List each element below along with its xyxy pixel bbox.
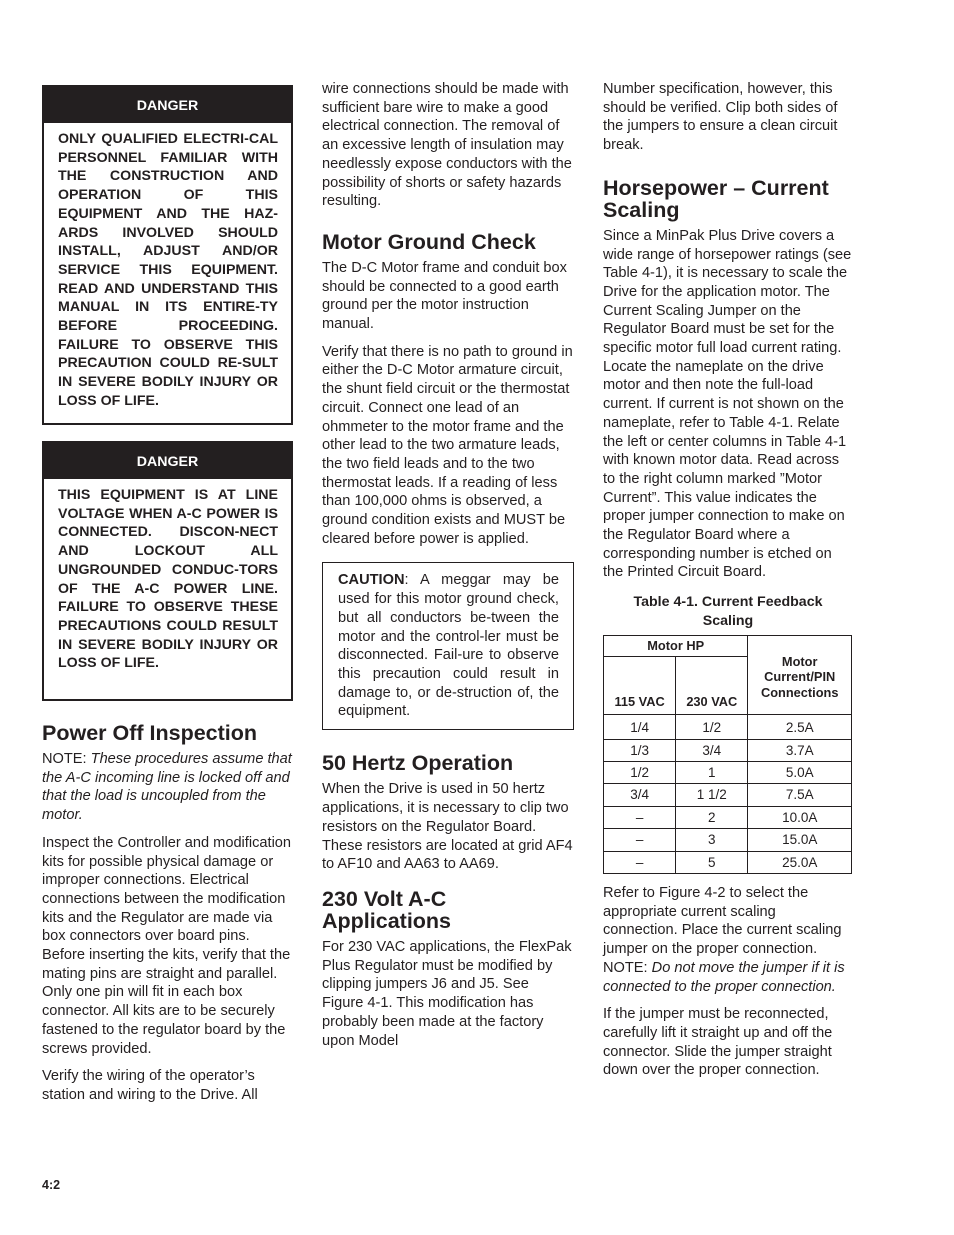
- section-heading-horsepower-scaling: Horsepower – Current Scaling: [603, 175, 829, 222]
- cell-motor-current: 3.7A: [748, 739, 852, 761]
- danger-heading: DANGER: [44, 87, 291, 123]
- cell-115-vac: 3/4: [604, 784, 676, 806]
- note-text: These procedures assume that the A-C incoming line is locked off and that the load is uncoupled from the motor.: [42, 751, 292, 824]
- table-body: [604, 715, 852, 874]
- danger-box-qualified-personnel: [42, 85, 293, 425]
- table-row: [604, 784, 852, 806]
- note-label: NOTE:: [42, 751, 91, 767]
- cell-motor-current: 7.5A: [748, 784, 852, 806]
- section-heading-230-volt: 230 Volt A-C Applications: [322, 886, 452, 933]
- paragraph-inspect-controller: Inspect the Controller and modification kits for possible physical damage or improper connections. Electrical connections between the modification kits and the Regulator are made via box connectors over board pins. Before inserting the kits, verify that the mating pins are straight and parallel. Only one pin will fit in each box connector. All kits are to be securely fastened to the regulator board by the screws provided.: [42, 834, 292, 1057]
- cell-motor-current: 15.0A: [748, 829, 852, 851]
- paragraph-motor-frame: The D-C Motor frame and conduit box should be connected to a good earth ground per the motor instruction manual.: [322, 259, 567, 333]
- cell-230-vac: 3: [676, 829, 748, 851]
- cell-115-vac: –: [604, 806, 676, 828]
- page-number: 4:2: [42, 1178, 61, 1192]
- current-feedback-table: [603, 635, 852, 874]
- paragraph-minpak-scaling: Since a MinPak Plus Drive covers a wide range of horsepower ratings (see Table 4-1), it is necessary to scale the Drive for the application motor. The Current Scaling Jumper on the Regulator Board must be set for the specific motor full load current rating. Locate the nameplate on the drive motor and then note the full-load current. If current is not shown on the nameplate, refer to Table 4-1. Relate the left or center columns in Table 4-1 with known motor data. Read across to the right column marked ”Motor Current”. This value indicates the proper jumper connection to make on the Regulator Board where a corresponding number is etched on the Printed Circuit Board.: [603, 227, 852, 581]
- cell-230-vac: 3/4: [676, 739, 748, 761]
- cell-230-vac: 1/2: [676, 715, 748, 739]
- table-row: [604, 715, 852, 739]
- paragraph-50-hertz: When the Drive is used in 50 hertz applications, it is necessary to clip two resistors on the Regulator Board. These resistors are located at grid AF4 to AF10 and AA63 to AA69.: [322, 781, 573, 873]
- danger-box-line-voltage: [42, 441, 293, 701]
- table-row: [604, 806, 852, 828]
- section-heading-50-hertz: 50 Hertz Operation: [322, 751, 514, 776]
- table-row: [604, 739, 852, 761]
- table-row: [604, 761, 852, 783]
- danger-text: THIS EQUIPMENT IS AT LINE VOLTAGE WHEN A-C POWER IS CONNECTED. DISCON-NECT AND LOCKOUT ALL UNGROUNDED CONDUC-TORS OF THE A-C POWER LINE. FAILURE TO OBSERVE THESE PRECAUTIONS COULD RESULT IN SEVERE BODILY INJURY OR LOSS OF LIFE.: [58, 487, 278, 672]
- cell-230-vac: 5: [676, 851, 748, 873]
- caution-label: CAUTION: [338, 572, 405, 589]
- paragraph-verify-wiring: Verify the wiring of the operator’s station and wiring to the Drive. All: [42, 1068, 258, 1103]
- table-header-115-vac: 115 VAC: [604, 657, 676, 715]
- paragraph-refer-figure: [603, 884, 853, 996]
- column-left: [42, 80, 293, 1114]
- table-row: [604, 829, 852, 851]
- table-caption: Table 4-1. Current Feedback Scaling: [633, 594, 823, 629]
- cell-115-vac: –: [604, 829, 676, 851]
- table-row: [604, 851, 852, 873]
- paragraph-number-spec: Number specification, however, this should be verified. Clip both sides of the jumpers to ensure a clean circuit break.: [603, 81, 838, 154]
- cell-230-vac: 2: [676, 806, 748, 828]
- table-group-header-motor-hp: Motor HP: [604, 636, 748, 657]
- note-paragraph: [42, 750, 293, 825]
- paragraph-verify-path: Verify that there is no path to ground in either the D-C Motor armature circuit, the shunt field circuit or the thermostat circuit. Connect one lead of an ohmmeter to the motor frame and the other lead to the two armature leads, the two field leads and to the two thermostat leads. If a reading of less than 100,000 ohms is observed, a ground condition exists and MUST be cleared before power is applied.: [322, 343, 573, 547]
- cell-115-vac: –: [604, 851, 676, 873]
- caution-text: : A meggar may be used for this motor ground check, but all conductors be-tween the motor and the control-ler must be disconnected. Fail-ure to observe this precaution could result in damage to, or de-struction of, the equipment.: [338, 572, 559, 720]
- paragraph-refer-text: Refer to Figure 4-2 to select the appropriate current scaling connection. Place the current scaling jumper on the proper connection. NOTE:: [603, 885, 842, 976]
- danger-text: ONLY QUALIFIED ELECTRI-CAL PERSONNEL FAMILIAR WITH THE CONSTRUCTION AND OPERATION OF THIS EQUIPMENT AND THE HAZ-ARDS INVOLVED SHOULD INSTALL, ADJUST AND/OR SERVICE THIS EQUIPMENT. READ AND UNDERSTAND THIS MANUAL IN ITS ENTIRE-TY BEFORE PROCEEDING. FAILURE TO OBSERVE THIS PRECAUTION COULD RE-SULT IN SEVERE BODILY INJURY OR LOSS OF LIFE.: [58, 131, 278, 409]
- paragraph-wire-connections: wire connections should be made with sufficient bare wire to make a good electrical connection. The removal of an excessive length of insulation may needlessly expose conductors with the possibility of shorts or safety hazards resulting.: [322, 81, 572, 210]
- paragraph-refer-note: Do not move the jumper if it is connected to the proper connection.: [603, 959, 845, 995]
- paragraph-230-volt: For 230 VAC applications, the FlexPak Plus Regulator must be modified by clipping jumpers J6 and J5. See Figure 4-1. This modification has probably been made at the factory upon Model: [322, 938, 572, 1049]
- caution-box: [322, 562, 574, 730]
- cell-motor-current: 25.0A: [748, 851, 852, 873]
- cell-230-vac: 1: [676, 761, 748, 783]
- table-header-230-vac: 230 VAC: [676, 657, 748, 715]
- table-header-motor-current: Motor Current/PIN Connections: [748, 636, 852, 715]
- cell-motor-current: 10.0A: [748, 806, 852, 828]
- paragraph-reconnect: If the jumper must be reconnected, carefully lift it straight up and off the connector. Slide the jumper straight down over the proper connection.: [603, 1006, 833, 1079]
- cell-115-vac: 1/4: [604, 715, 676, 739]
- cell-115-vac: 1/2: [604, 761, 676, 783]
- column-middle: [322, 80, 574, 1059]
- section-heading-power-off-inspection: Power Off Inspection: [42, 721, 258, 745]
- danger-heading: DANGER: [44, 443, 291, 479]
- cell-115-vac: 1/3: [604, 739, 676, 761]
- cell-motor-current: 2.5A: [748, 715, 852, 739]
- cell-230-vac: 1 1/2: [676, 784, 748, 806]
- cell-motor-current: 5.0A: [748, 761, 852, 783]
- column-right: [603, 80, 853, 1089]
- section-heading-motor-ground-check: Motor Ground Check: [322, 229, 536, 254]
